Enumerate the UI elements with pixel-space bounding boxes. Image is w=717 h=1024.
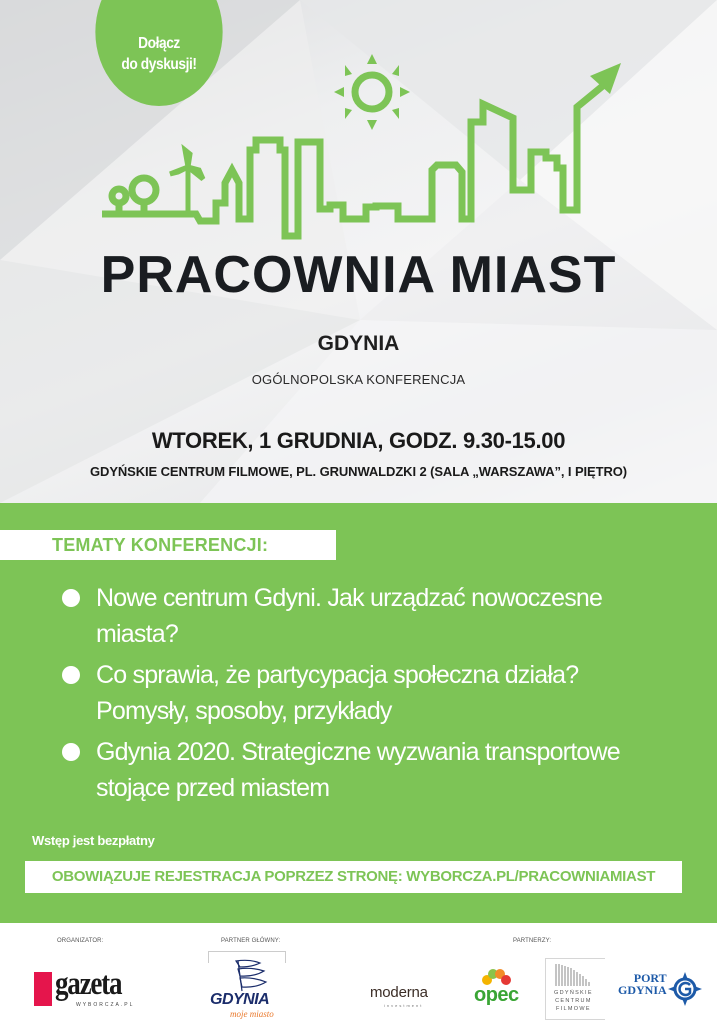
list-item	[58, 580, 698, 652]
topic-line: Gdynia 2020. Strategiczne wyzwania transportowe	[96, 738, 620, 766]
topic-line: miasta?	[96, 620, 178, 648]
gazeta-red-block-icon	[34, 972, 52, 1006]
partners-label: PARTNERZY:	[513, 938, 552, 944]
film-stripes-icon	[555, 964, 593, 986]
topics-heading: TEMATY KONFERENCJI:	[0, 530, 336, 560]
wind-turbine-icon	[170, 150, 203, 214]
topic-line: Nowe centrum Gdyni. Jak urządzać nowoczesne	[96, 584, 603, 612]
registration-link[interactable]: OBOWIĄZUJE REJESTRACJA POPRZEZ STRONĘ: WYBORCZA.PL/PRACOWNIAMIAST	[25, 861, 682, 893]
sailing-ship-icon	[232, 959, 268, 993]
list-item	[58, 657, 698, 729]
gdynskie-centrum-filmowe-logo[interactable]	[545, 958, 611, 1022]
city-name: GDYNIA	[317, 332, 400, 355]
sun-icon	[334, 54, 410, 130]
header-section	[0, 0, 717, 503]
sponsors-footer	[0, 923, 717, 1024]
page-title: PRACOWNIA MIAST	[100, 246, 617, 304]
gazeta-wyborcza-logo[interactable]: gazeta WYBORCZA.PL	[34, 972, 144, 1012]
port-gdynia-logo[interactable]	[618, 972, 708, 1008]
free-entry-note: Wstęp jest bezpłatny	[32, 833, 155, 848]
gcf-wordmark: GDYŃSKIE CENTRUM FILMOWE	[554, 990, 593, 1012]
tree-icon	[112, 178, 156, 214]
topic-line: Pomysły, sposoby, przykłady	[96, 697, 392, 725]
badge-line-2: do dyskusji!	[121, 56, 197, 73]
gdynia-moje-miasto-logo[interactable]: GDYNIA moje miasto	[208, 951, 288, 1023]
event-date-time: WTOREK, 1 GRUDNIA, GODZ. 9.30-15.00	[151, 428, 566, 453]
main-partner-label: PARTNER GŁÓWNY:	[221, 938, 281, 944]
port-wordmark: PORT GDYNIA	[618, 971, 667, 997]
conference-subtitle: OGÓLNOPOLSKA KONFERENCJA	[251, 372, 466, 387]
bullet-icon	[62, 666, 80, 684]
opec-logo[interactable]: opec	[474, 968, 544, 1008]
bullet-icon	[62, 589, 80, 607]
organizer-label: ORGANIZATOR:	[57, 938, 104, 944]
compass-icon	[668, 972, 702, 1006]
topic-line: Co sprawia, że partycypacja społeczna działa?	[96, 661, 579, 689]
topic-line: stojące przed miastem	[96, 774, 330, 802]
moderna-investment-logo[interactable]: moderna investment	[370, 984, 428, 1008]
topics-list	[58, 580, 698, 811]
badge-line-1: Dołącz	[138, 35, 180, 52]
bullet-icon	[62, 743, 80, 761]
event-venue: GDYŃSKIE CENTRUM FILMOWE, PL. GRUNWALDZKI 2 (SALA „WARSZAWA”, I PIĘTRO)	[90, 464, 627, 479]
list-item	[58, 734, 698, 806]
